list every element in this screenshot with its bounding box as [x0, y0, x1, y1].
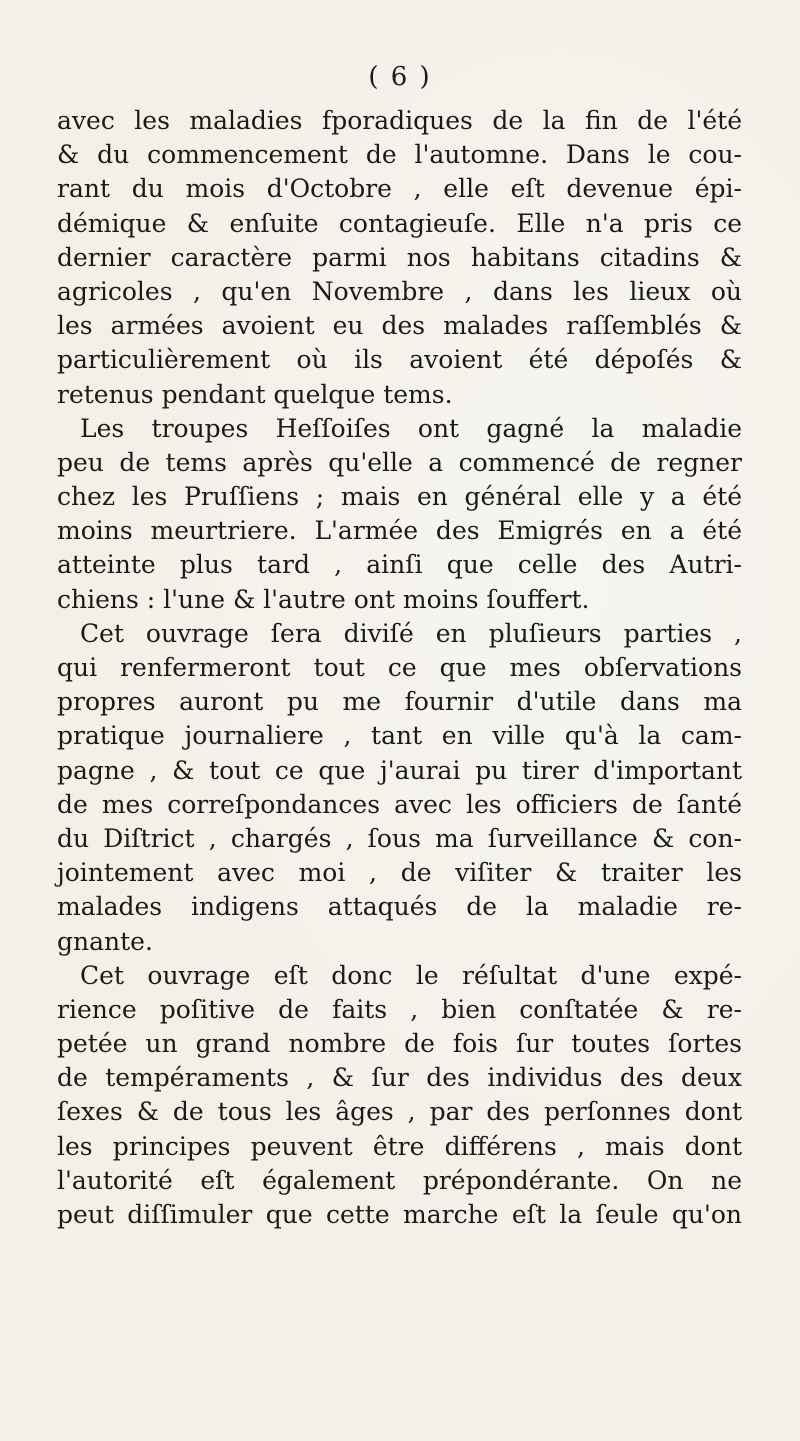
- text-line: agricoles , qu'en Novembre , dans les lieux où: [57, 276, 742, 306]
- text-line: moins meurtriere. L'armée des Emigrés en a été: [57, 516, 742, 546]
- text-line: pratique journaliere , tant en ville qu'à la cam-: [57, 721, 742, 751]
- text-line: particulièrement où ils avoient été dépoſés &: [57, 345, 742, 375]
- body-text: [57, 104, 742, 1232]
- text-line: malades indigens attaqués de la maladie re-: [57, 892, 742, 922]
- text-line: de mes correſpondances avec les officiers de ſanté: [57, 789, 742, 819]
- text-line: les principes peuvent être différens , mais dont: [57, 1131, 742, 1161]
- text-line: peut diſſimuler que cette marche eſt la ſeule qu'on: [57, 1200, 742, 1229]
- text-line: pagne , & tout ce que j'aurai pu tirer d'important: [57, 755, 742, 785]
- text-line: du Diſtrict , chargés , ſous ma ſurveillance & con-: [57, 823, 742, 853]
- text-line: rience poſitive de faits , bien conſtatée & re-: [57, 994, 742, 1024]
- text-line: de tempéraments , & ſur des individus des deux: [57, 1063, 742, 1093]
- text-line: dernier caractère parmi nos habitans citadins &: [57, 242, 742, 272]
- text-line: gnante.: [57, 926, 153, 956]
- text-line: avec les maladies fporadiques de la fin de l'été: [57, 106, 742, 135]
- text-line: rant du mois d'Octobre , elle eſt devenue épi-: [57, 174, 742, 204]
- text-line: l'autorité eſt également prépondérante. On ne: [57, 1165, 742, 1195]
- text-line: propres auront pu me fournir d'utile dans ma: [57, 687, 742, 717]
- text-line: Les troupes Heſſoiſes ont gagné la maladie: [80, 413, 742, 443]
- text-line: jointement avec moi , de viſiter & traiter les: [57, 858, 742, 888]
- text-line: & du commencement de l'automne. Dans le cou-: [57, 140, 742, 170]
- text-line: Cet ouvrage ſera diviſé en pluſieurs parties ,: [80, 618, 742, 648]
- text-line: chiens : l'une & l'autre ont moins ſouffert.: [57, 584, 590, 614]
- text-line: les armées avoient eu des malades raſſemblés &: [57, 311, 742, 341]
- text-line: chez les Pruſſiens ; mais en général elle y a été: [57, 482, 742, 512]
- text-line: retenus pendant quelque tems.: [57, 379, 453, 409]
- page-number: ( 6 ): [368, 62, 432, 92]
- text-line: ſexes & de tous les âges , par des perſonnes dont: [57, 1097, 742, 1127]
- text-line: petée un grand nombre de fois ſur toutes ſortes: [57, 1029, 742, 1059]
- text-line: Cet ouvrage eſt donc le réſultat d'une expé-: [80, 960, 742, 990]
- text-line: démique & enſuite contagieuſe. Elle n'a pris ce: [57, 208, 742, 238]
- text-line: qui renfermeront tout ce que mes obſervations: [57, 653, 742, 682]
- text-line: peu de tems après qu'elle a commencé de regner: [57, 447, 742, 477]
- text-line: atteinte plus tard , ainſi que celle des Autri-: [57, 550, 742, 580]
